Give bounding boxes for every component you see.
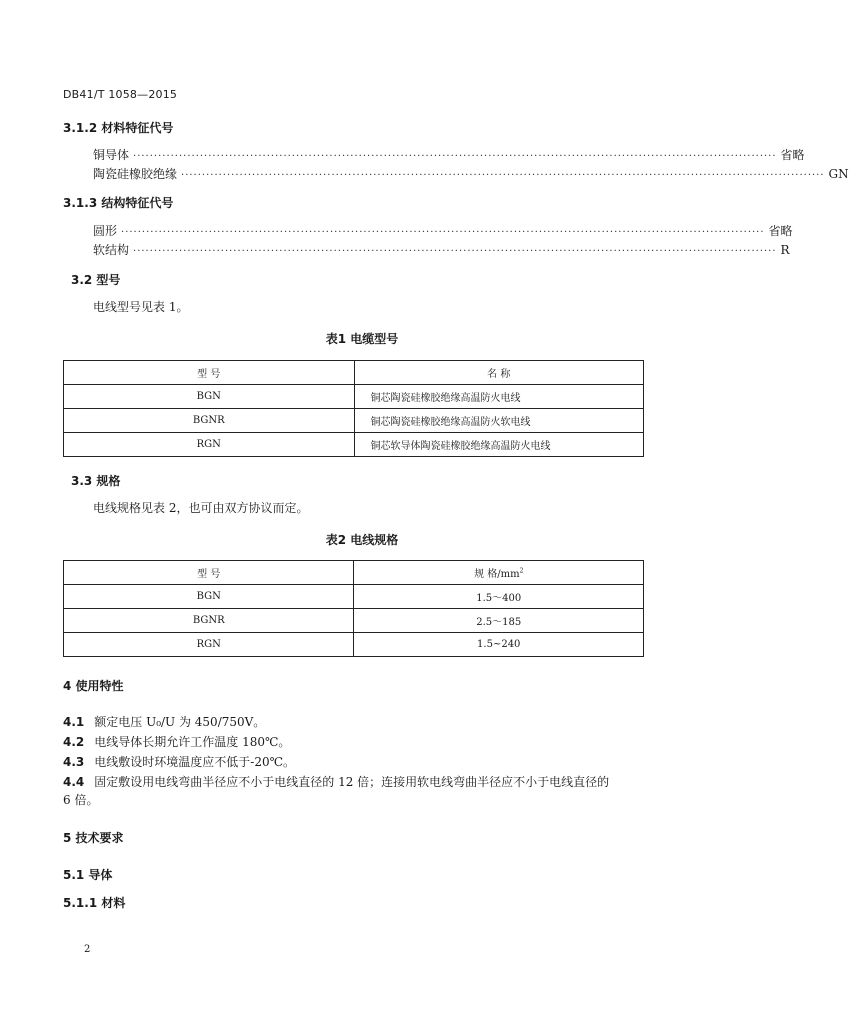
table-row bbox=[64, 609, 644, 633]
leader-dots: ·························································································································································· bbox=[181, 170, 825, 181]
code-row-value: 省略 bbox=[780, 148, 805, 162]
unit-superscript: 2 bbox=[519, 567, 524, 575]
clause-number: 4.2 bbox=[63, 735, 85, 749]
table-cell: BGN bbox=[64, 585, 354, 609]
table-header-cell: 型 号 bbox=[64, 361, 355, 385]
code-row-label: 陶瓷硅橡胶绝缘 bbox=[93, 167, 178, 181]
clause-4-4-continuation: 6 倍。 bbox=[63, 793, 99, 807]
section-3-1-2-heading: 3.1.2 材料特征代号 bbox=[63, 121, 174, 135]
table-row bbox=[64, 385, 644, 409]
table-row bbox=[64, 433, 644, 457]
table-cell: 铜芯陶瓷硅橡胶绝缘高温防火软电线 bbox=[354, 409, 644, 433]
section-3-3-text: 电线规格见表 2，也可由双方协议而定。 bbox=[93, 501, 309, 515]
table-header-cell bbox=[354, 561, 644, 585]
table-row bbox=[64, 585, 644, 609]
table-header-row bbox=[64, 361, 644, 385]
section-5-1-1-heading: 5.1.1 材料 bbox=[63, 896, 126, 910]
table2 bbox=[63, 560, 644, 657]
leader-dots: ·························································································································································· bbox=[133, 246, 777, 257]
code-row-flexible-structure bbox=[93, 241, 790, 257]
code-row-value: R bbox=[780, 243, 790, 257]
table-row bbox=[64, 409, 644, 433]
clause-number: 4.3 bbox=[63, 755, 85, 769]
clause-4-3 bbox=[63, 753, 295, 770]
code-row-label: 铜导体 bbox=[93, 148, 130, 162]
table-cell: RGN bbox=[64, 633, 354, 657]
spec-unit-label: 规 格/mm bbox=[474, 569, 520, 580]
section-5-1-heading: 5.1 导体 bbox=[63, 868, 113, 882]
table-header-row bbox=[64, 561, 644, 585]
table-cell: 铜芯陶瓷硅橡胶绝缘高温防火电线 bbox=[354, 385, 644, 409]
table-cell: BGNR bbox=[64, 609, 354, 633]
clause-text: 固定敷设用电线弯曲半径应不小于电线直径的 12 倍；连接用软电线弯曲半径应不小于电线直径的 bbox=[94, 775, 610, 789]
section-3-2-heading: 3.2 型号 bbox=[71, 273, 121, 287]
table-cell: 铜芯软导体陶瓷硅橡胶绝缘高温防火电线 bbox=[354, 433, 644, 457]
clause-text: 额定电压 U₀/U 为 450/750V。 bbox=[94, 715, 266, 729]
table2-caption: 表2 电线规格 bbox=[325, 533, 399, 547]
table-cell: BGNR bbox=[64, 409, 355, 433]
section-3-3-heading: 3.3 规格 bbox=[71, 474, 121, 488]
doc-code: DB41/T 1058—2015 bbox=[63, 88, 178, 101]
section-5-heading: 5 技术要求 bbox=[63, 831, 124, 845]
table1 bbox=[63, 360, 644, 457]
code-row-copper-conductor bbox=[93, 146, 805, 162]
leader-dots: ·························································································································································· bbox=[133, 151, 777, 162]
table-cell: BGN bbox=[64, 385, 355, 409]
section-3-1-3-heading: 3.1.3 结构特征代号 bbox=[63, 196, 174, 210]
clause-4-1 bbox=[63, 713, 265, 730]
table-cell: RGN bbox=[64, 433, 355, 457]
clause-text: 电线敷设时环境温度应不低于-20℃。 bbox=[94, 755, 296, 769]
code-row-label: 软结构 bbox=[93, 243, 130, 257]
table1-caption: 表1 电缆型号 bbox=[325, 332, 399, 346]
section-4-heading: 4 使用特性 bbox=[63, 679, 124, 693]
code-row-round bbox=[93, 222, 793, 238]
table-cell: 1.5～400 bbox=[354, 585, 644, 609]
clause-4-2 bbox=[63, 733, 290, 750]
section-3-2-text: 电线型号见表 1。 bbox=[93, 300, 189, 314]
clause-text: 电线导体长期允许工作温度 180℃。 bbox=[94, 735, 291, 749]
clause-4-4 bbox=[63, 773, 609, 790]
leader-dots: ·························································································································································· bbox=[121, 227, 765, 238]
code-row-ceramic-silicone-insulation bbox=[93, 165, 849, 181]
clause-number: 4.1 bbox=[63, 715, 85, 729]
table-header-cell: 名 称 bbox=[354, 361, 644, 385]
code-row-label: 圆形 bbox=[93, 224, 118, 238]
table-header-cell: 型 号 bbox=[64, 561, 354, 585]
code-row-value: GN bbox=[828, 167, 849, 181]
clause-number: 4.4 bbox=[63, 775, 85, 789]
table-cell: 2.5～185 bbox=[354, 609, 644, 633]
table-row bbox=[64, 633, 644, 657]
table-cell: 1.5~240 bbox=[354, 633, 644, 657]
code-row-value: 省略 bbox=[768, 224, 793, 238]
page-number: 2 bbox=[84, 944, 91, 955]
